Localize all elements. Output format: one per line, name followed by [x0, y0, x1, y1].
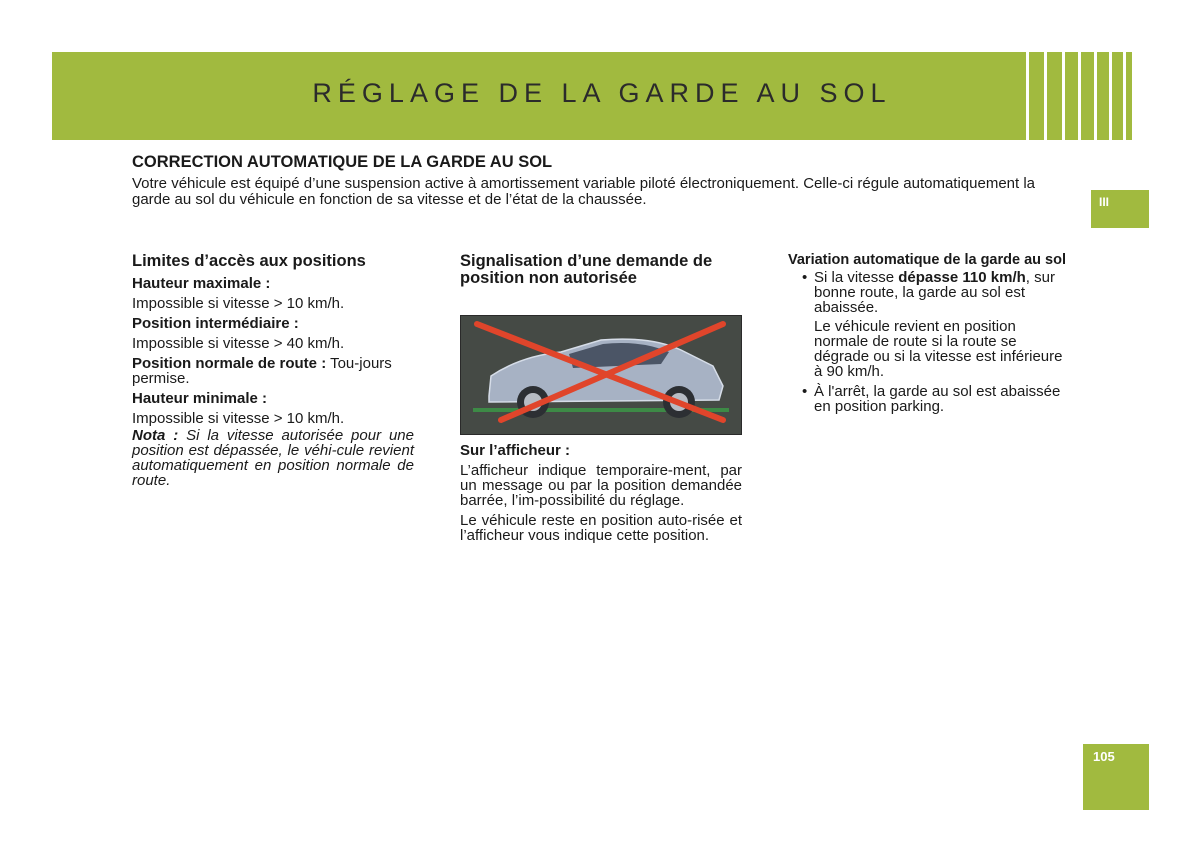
normal-position	[132, 356, 414, 386]
page-number-box	[1083, 744, 1149, 810]
bullet-followup: Le véhicule revient en position normale de route si la route se dégrade ou si la vitesse est inférieure à 90 km/h.	[814, 318, 1063, 380]
note-label: Nota :	[132, 427, 179, 444]
max-height-text: Impossible si vitesse > 10 km/h.	[132, 295, 345, 312]
max-height-label: Hauteur maximale :	[132, 275, 271, 292]
min-height-text: Impossible si vitesse > 10 km/h.	[132, 410, 345, 427]
column-automatic-variation	[788, 253, 1070, 418]
normal-position-label: Position normale de route :	[132, 355, 327, 372]
bullet-speed: dépasse 110 km/h	[898, 269, 1026, 286]
column-access-limits	[132, 253, 414, 493]
display-para-1: L’afficheur indique temporaire-ment, par un message ou par la position demandée barrée, l’im-possibilité du réglage.	[460, 462, 742, 509]
title-banner	[52, 52, 1132, 140]
page-title: RÉGLAGE DE LA GARDE AU SOL	[312, 78, 892, 108]
bullet-icon: •	[802, 383, 808, 400]
bullet-rest: , sur bonne route, la garde au sol est abaissée.	[814, 269, 1055, 316]
display-label: Sur l’afficheur :	[460, 442, 571, 459]
column-signalisation	[460, 253, 742, 548]
chapter-tab	[1091, 190, 1149, 228]
note-text: Si la vitesse autorisée pour une position est dépassée, le véhi-cule revient automatiquement en position normale de route.	[132, 427, 414, 489]
list-item	[788, 384, 1070, 414]
column-heading: Variation automatique de la garde au sol	[788, 252, 1066, 268]
section-heading: CORRECTION AUTOMATIQUE DE LA GARDE AU SOL	[132, 153, 553, 171]
car-illustration	[461, 316, 741, 434]
bullet-icon: •	[802, 269, 808, 286]
bullet-text: À l'arrêt, la garde au sol est abaissée en position parking.	[814, 383, 1061, 415]
display-para-2: Le véhicule reste en position auto-risée et l’afficheur vous indique cette position.	[460, 512, 742, 544]
column-heading: Limites d’accès aux positions	[132, 252, 366, 270]
list-item	[788, 270, 1070, 315]
intro-text: Votre véhicule est équipé d’une suspension active à amortissement variable piloté électroniquement. Celle-ci régule automatiquement la garde au sol du véhicule en fonction de sa vitesse et de l’état de la chaussée.	[132, 175, 1036, 208]
page-number: 105	[1093, 749, 1115, 764]
note	[132, 428, 414, 488]
normal-position-text: Tou-jours permise.	[132, 355, 392, 387]
column-heading: Signalisation d’une demande de position non autorisée	[460, 252, 713, 287]
banner-stripes	[1020, 52, 1132, 140]
min-height-label: Hauteur minimale :	[132, 390, 268, 407]
mid-position-label: Position intermédiaire :	[132, 315, 299, 332]
bullet-prefix: Si la vitesse	[814, 269, 899, 286]
chapter-label: III	[1099, 195, 1110, 209]
mid-position-text: Impossible si vitesse > 40 km/h.	[132, 335, 345, 352]
crossed-car-image	[460, 315, 742, 435]
intro-section	[132, 153, 1072, 208]
